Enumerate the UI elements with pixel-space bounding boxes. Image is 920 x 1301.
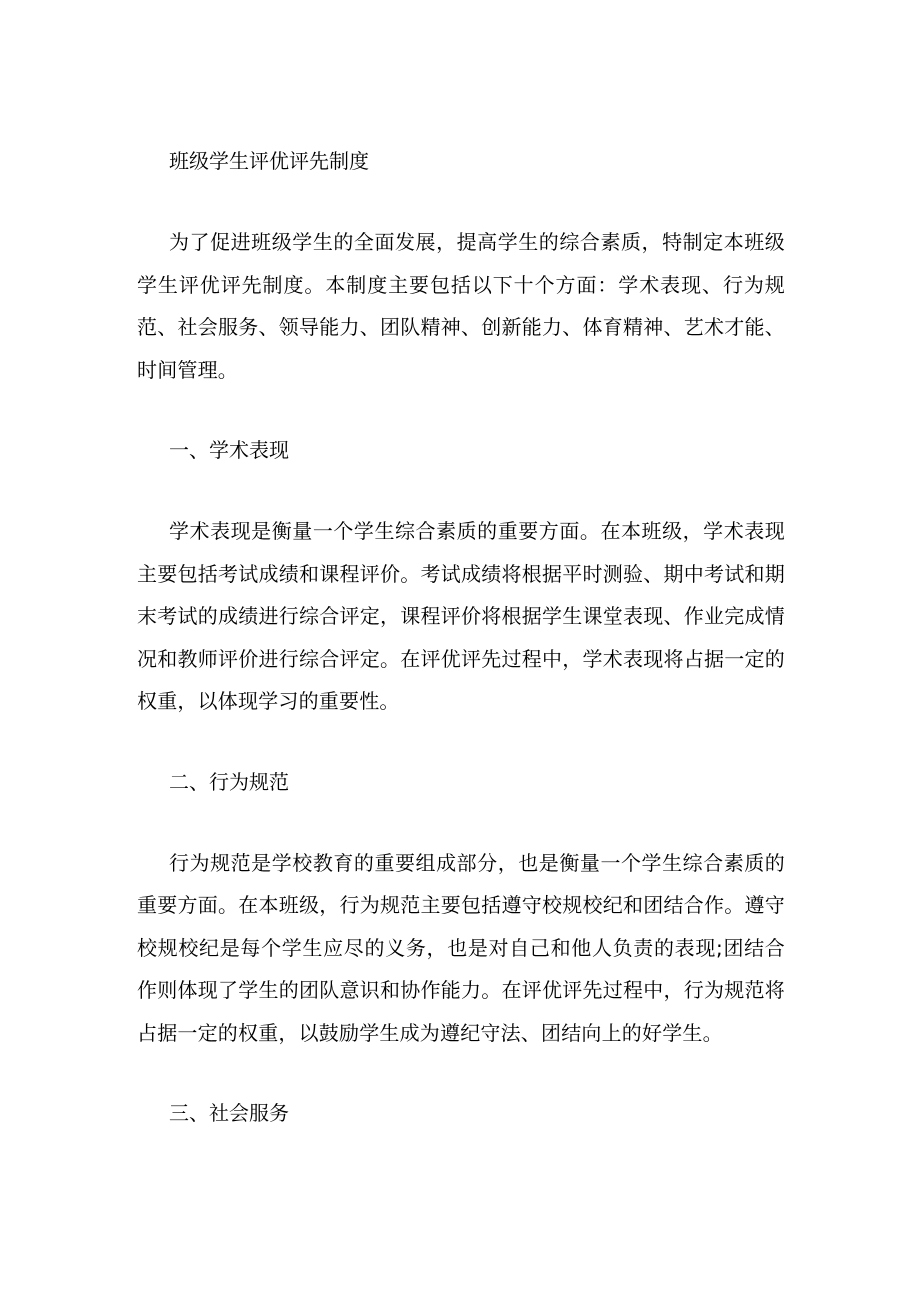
section-heading-academic: 一、学术表现: [169, 438, 289, 462]
document-body: [137, 140, 785, 1134]
section-body-academic: 学术表现是衡量一个学生综合素质的重要方面。在本班级，学术表现主要包括考试成绩和课程评价。考试成绩将根据平时测验、期中考试和期末考试的成绩进行综合评定，课程评价将根据学生课堂表现、作业完成情况和教师评价进行综合评定。在评优评先过程中，学术表现将占据一定的权重，以体现学习的重要性。: [137, 519, 785, 713]
intro-paragraph: 为了促进班级学生的全面发展，提高学生的综合素质，特制定本班级学生评优评先制度。本制度主要包括以下十个方面：学术表现、行为规范、社会服务、领导能力、团队精神、创新能力、体育精神、艺术才能、时间管理。: [137, 230, 785, 382]
document-title: 班级学生评优评先制度: [169, 149, 369, 173]
section-heading-conduct: 二、行为规范: [169, 769, 289, 794]
section-heading-social-service: 三、社会服务: [169, 1101, 289, 1125]
section-body-conduct: 行为规范是学校教育的重要组成部分，也是衡量一个学生综合素质的重要方面。在本班级，行为规范主要包括遵守校规校纪和团结合作。遵守校规校纪是每个学生应尽的义务，也是对自己和他人负责的表现;团结合作则体现了学生的团队意识和协作能力。在评优评先过程中，行为规范将占据一定的权重，以鼓励学生成为遵纪守法、团结向上的好学生。: [137, 850, 785, 1045]
